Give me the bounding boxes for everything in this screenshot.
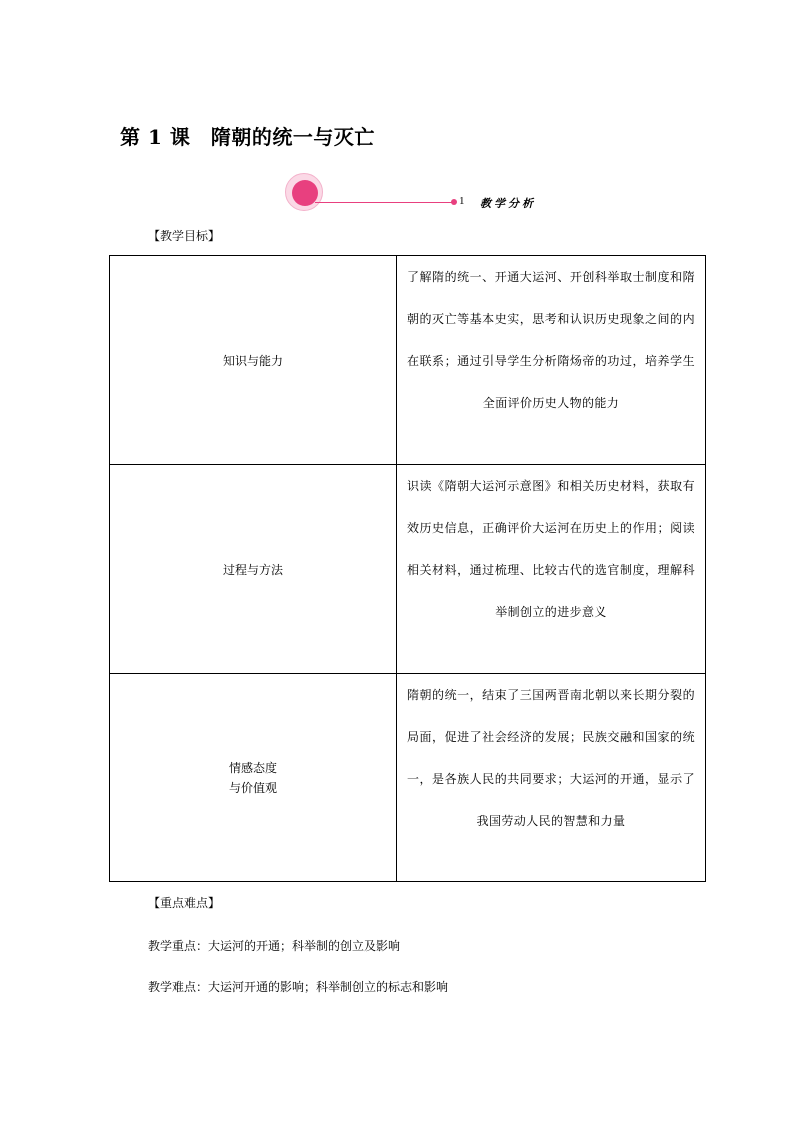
goal-category-label: 情感态度 与价值观 xyxy=(228,760,277,795)
banner-number: 1 xyxy=(459,195,465,207)
teaching-goals-heading: 【教学目标】 xyxy=(148,229,221,243)
key-points-heading: 【重点难点】 xyxy=(148,896,221,910)
section-banner xyxy=(285,173,545,211)
banner-circle-icon xyxy=(285,173,323,211)
banner-dot-icon xyxy=(451,199,457,205)
goal-category-label: 过程与方法 xyxy=(222,562,283,577)
lesson-title: 第 1 课 隋朝的统一与灭亡 xyxy=(120,125,375,149)
goal-category xyxy=(110,256,397,465)
goal-category-label: 知识与能力 xyxy=(222,353,283,368)
goal-category xyxy=(110,674,397,882)
table-row xyxy=(110,465,706,674)
goal-category xyxy=(110,465,397,674)
goal-content: 识读《隋朝大运河示意图》和相关历史材料，获取有效历史信息，正确评价大运河在历史上的作用；阅读相关材料，通过梳理、比较古代的选官制度，理解科举制创立的进步意义 xyxy=(397,465,706,674)
teaching-goals-table xyxy=(109,255,706,882)
banner-line xyxy=(315,202,453,203)
banner-label: 教学分析 xyxy=(480,197,536,210)
teaching-difficulty: 教学难点：大运河开通的影响；科举制创立的标志和影响 xyxy=(148,980,449,994)
goal-content: 隋朝的统一，结束了三国两晋南北朝以来长期分裂的局面，促进了社会经济的发展；民族交融和国家的统一，是各族人民的共同要求；大运河的开通，显示了我国劳动人民的智慧和力量 xyxy=(397,674,706,882)
table-row xyxy=(110,256,706,465)
goal-content: 了解隋的统一、开通大运河、开创科举取士制度和隋朝的灭亡等基本史实，思考和认识历史现象之间的内在联系；通过引导学生分析隋炀帝的功过，培养学生全面评价历史人物的能力 xyxy=(397,256,706,465)
table-row xyxy=(110,674,706,882)
teaching-focus: 教学重点：大运河的开通；科举制的创立及影响 xyxy=(148,939,401,953)
